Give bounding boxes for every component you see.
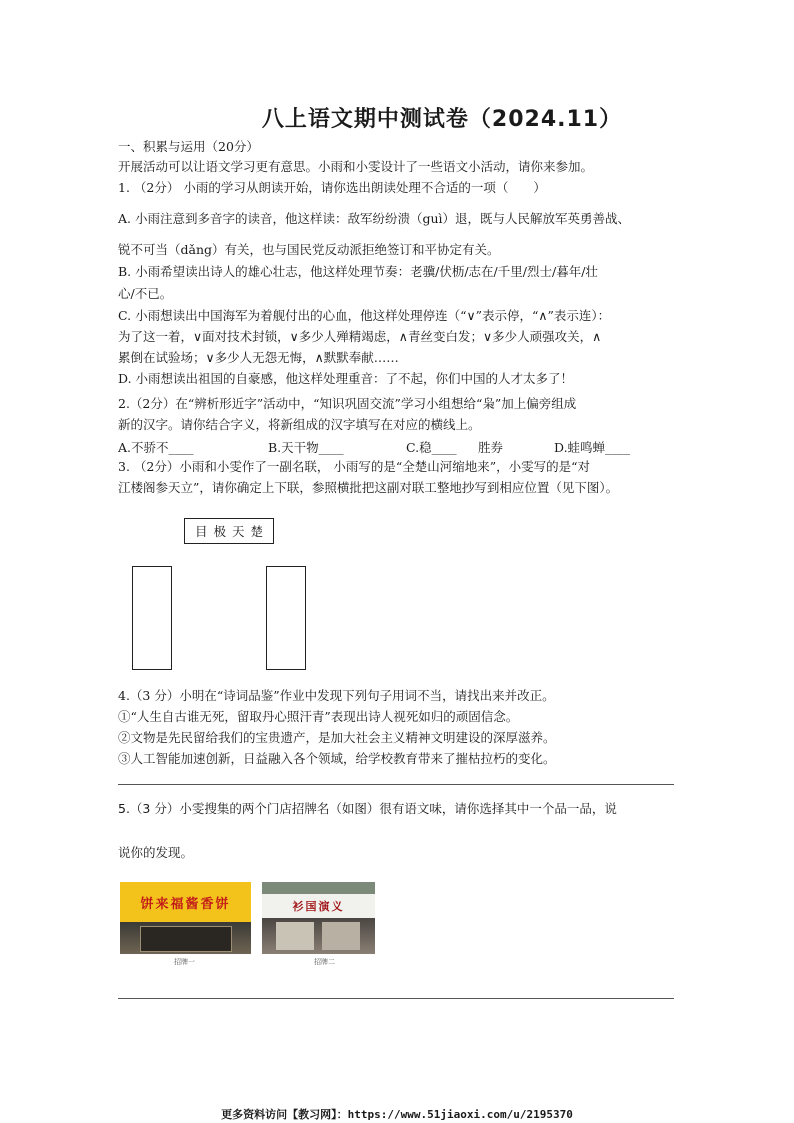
q1-option-b-line2: 心/不已。: [118, 286, 173, 301]
q4-item-3: ③人工智能加速创新，日益融入各个领域，给学校教育带来了摧枯拉朽的变化。: [118, 751, 556, 766]
sign-2-lettering: 衫国演义: [292, 900, 345, 913]
section-intro: 开展活动可以让语文学习更有意思。小雨和小雯设计了一些语文小活动，请你来参加。: [118, 159, 594, 174]
q3-line1: 3. （2分）小雨和小雯作了一副名联， 小雨写的是“全楚山河缩地来”，小雯写的是“对: [118, 459, 590, 474]
sign-2-caption: 招牌二: [314, 958, 335, 966]
sign-1-lettering: 饼来福酱香饼: [140, 896, 231, 912]
q2-line1: 2.（2分）在“辨析形近字”活动中，“知识巩固交流”学习小组想给“枭”加上偏旁组成: [118, 396, 577, 411]
answer-line-2: [118, 998, 674, 999]
q1-option-c-line3: 累倒在试验场；∨多少人无怨无悔，∧默默奉献……: [118, 350, 399, 365]
q1-option-c-line2: 为了这一着，∨面对技术封锁，∨多少人殚精竭虑，∧青丝变白发；∨多少人顽强攻关，∧: [118, 329, 602, 344]
q4-stem: 4.（3 分）小明在“诗词品鉴”作业中发现下列句子用词不当，请找出来并改正。: [118, 688, 555, 703]
q1-option-c-line1: C. 小雨想读出中国海军为着舰付出的心血，他这样处理停连（“∨”表示停，“∧”表示连）：: [118, 308, 611, 323]
q1-option-d-line1: D. 小雨想读出祖国的自豪感，他这样处理重音：了不起，你们中国的人才太多了！: [118, 371, 574, 386]
q2-line2: 新的汉字。请你结合字义，将新组成的汉字填写在对应的横线上。: [118, 417, 481, 432]
q2-option-d: D.蛙鸣蝉____: [554, 440, 631, 455]
q4-item-1: ①“人生自古谁无死，留取丹心照汗青”表现出诗人视死如归的顽固信念。: [118, 709, 519, 724]
q1-option-a-line2: 锐不可当（dǎng）有关，也与国民党反动派拒绝签订和平协定有关。: [118, 242, 500, 257]
page-title: 八上语文期中测试卷（2024.11）: [261, 107, 623, 132]
q5-line1: 5.（3 分）小雯搜集的两个门店招牌名（如图）很有语文味，请你选择其中一个品一品，说: [118, 801, 617, 816]
sign-1-caption: 招牌一: [174, 958, 195, 966]
q1-option-b-line1: B. 小雨希望读出诗人的雄心壮志，他这样处理节奏：老骥/伏枥/志在/千里/烈士/暮年/壮: [118, 264, 598, 279]
answer-line-1: [118, 784, 674, 785]
couplet-left-box[interactable]: [132, 566, 172, 670]
q2-option-a: A.不骄不____: [118, 440, 194, 455]
sign-1-door: [140, 926, 232, 952]
sign-photo-1: [120, 882, 251, 954]
q1-option-a-line1: A. 小雨注意到多音字的读音，他这样读：敌军纷纷溃（guì）退，既与人民解放军英勇善战、: [118, 211, 631, 226]
footer-link[interactable]: 更多资料访问【教习网】：https://www.51jiaoxi.com/u/2195370: [221, 1108, 573, 1121]
q2-option-b: B.天干物____: [268, 440, 344, 455]
sign-2-window: [276, 922, 314, 950]
q3-line2: 江楼阁参天立”，请你确定上下联，参照横批把这副对联工整地抄写到相应位置（见下图）。: [118, 480, 619, 495]
q5-line2: 说你的发现。: [118, 845, 194, 860]
q2-option-c: C.稳____: [406, 440, 457, 455]
q4-item-2: ②文物是先民留给我们的宝贵遗产，是加大社会主义精神文明建设的深厚滋养。: [118, 730, 556, 745]
couplet-banner: 目极天楚: [184, 518, 274, 544]
q2-option-c-suffix: 胜券: [478, 440, 504, 455]
sign-photo-2: [262, 882, 375, 954]
sign-2-window-2: [322, 922, 360, 950]
section-heading: 一、积累与运用（20分）: [118, 139, 259, 154]
couplet-right-box[interactable]: [266, 566, 306, 670]
q1-stem: 1. （2分） 小雨的学习从朗读开始，请你选出朗读处理不合适的一项（ ）: [118, 180, 546, 195]
